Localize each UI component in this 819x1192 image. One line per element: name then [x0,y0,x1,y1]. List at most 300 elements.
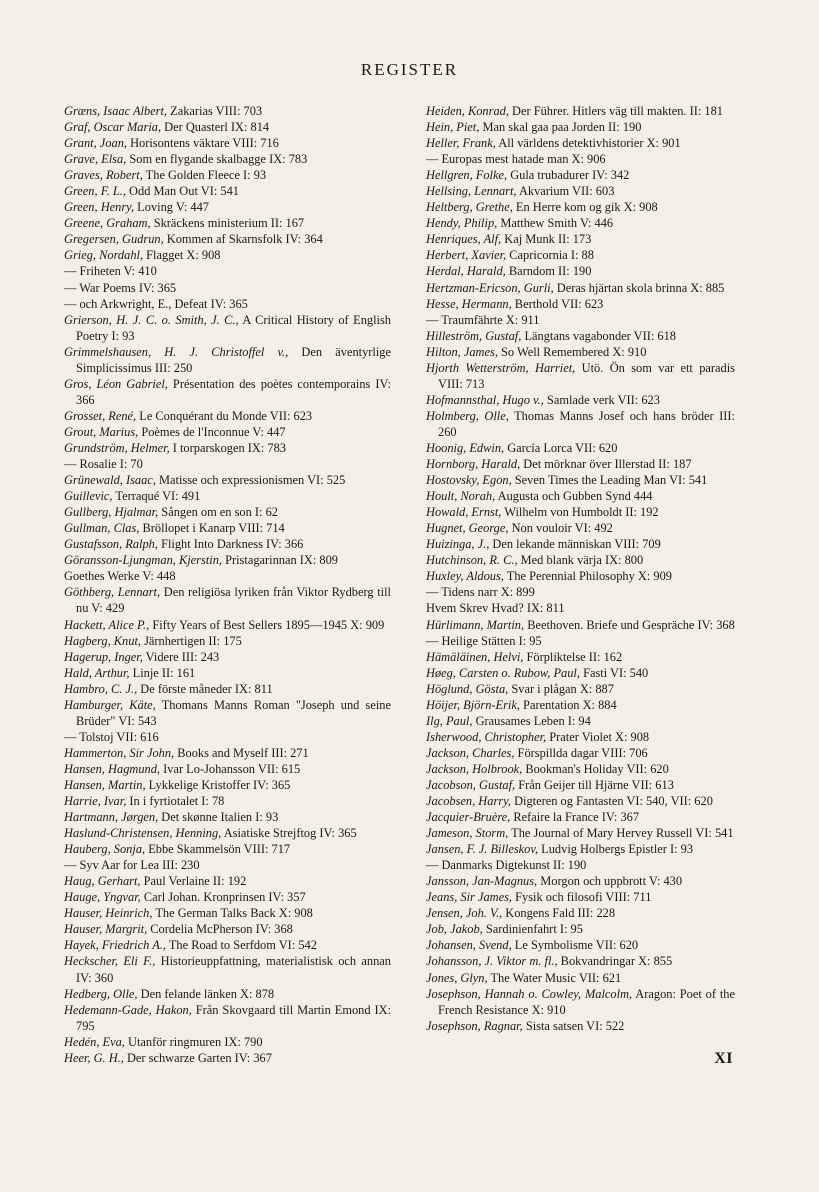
index-entry [64,263,391,279]
entry-title: Kommen af Skarnsfolk IV: 364 [163,232,323,247]
entry-title: Présentation des poètes contemporains IV: 366 [76,376,391,407]
index-entry [64,1034,391,1050]
entry-title: Cordelia McPherson IV: 368 [147,922,293,937]
index-entry [426,488,735,504]
entry-title: Svar i plågan X: 887 [508,681,614,696]
index-entry [64,841,391,857]
entry-title: Parentation X: 884 [519,697,617,712]
entry-author: Höijer, Björn-Erik, [426,697,520,712]
index-entry [426,905,735,921]
entry-author: Johansen, Svend, [426,938,512,953]
entry-title: Horisontens väktare VIII: 716 [126,136,279,151]
index-entry [426,344,735,360]
entry-title: Järnhertigen II: 175 [140,633,242,648]
entry-author: Greene, Graham, [64,216,151,231]
entry-author: Grieg, Nordahl, [64,248,144,263]
entry-title: Flagget X: 908 [143,248,221,263]
entry-author: Heer, G. H., [64,1050,124,1065]
entry-title: Den äventyrlige Simplicissimus III: 250 [76,344,391,375]
entry-author: Isherwood, Christopher, [426,729,547,744]
index-entry [426,360,735,392]
entry-title: Längtans vagabonder VII: 618 [521,328,676,343]
entry-title: Capricornia I: 88 [506,248,594,263]
entry-author: Grimmelshausen, H. J. Christoffel v., [64,344,289,359]
index-entry [426,633,735,649]
entry-title: The Road to Serfdom VI: 542 [165,938,317,953]
entry-author: Johansson, J. Viktor m. fl., [426,954,558,969]
entry-author: Hjorth Wetterström, Harriet, [426,360,576,375]
entry-author: Jacobsen, Harry, [426,794,511,809]
entry-title: The Perennial Philosophy X: 909 [503,569,672,584]
index-entry [64,520,391,536]
index-entry [426,199,735,215]
entry-author: Hedén, Eva, [64,1034,125,1049]
index-entry [64,825,391,841]
entry-author: Jackson, Holbrook, [426,761,523,776]
index-entry [64,199,391,215]
entry-title: Linje II: 161 [129,665,196,680]
entry-author: Heckscher, Eli F., [64,954,156,969]
entry-author: Hamburger, Käte, [64,697,156,712]
entry-title: Wilhelm von Humboldt II: 192 [501,505,659,520]
entry-title: The German Talks Back X: 908 [152,906,313,921]
entry-author: Howald, Ernst, [426,505,502,520]
index-entry [426,103,735,119]
index-entry [64,697,391,729]
entry-author: Harrie, Ivar, [64,794,127,809]
entry-author: Job, Jakob, [426,922,483,937]
entry-title: Kaj Munk II: 173 [501,232,592,247]
index-entry [426,809,735,825]
entry-title: The Water Music VII: 621 [487,970,622,985]
entry-author: Grünewald, Isaac, [64,473,156,488]
entry-title: Refaire la France IV: 367 [510,810,640,825]
entry-title: Le Symbolisme VII: 620 [511,938,639,953]
entry-title: Bookman's Holiday VII: 620 [522,761,669,776]
entry-title: Den religiösa lyriken från Viktor Rydberg till nu V: 429 [76,585,391,616]
index-entry [64,344,391,376]
index-entry [64,247,391,263]
index-entry [64,1002,391,1034]
index-entry [426,889,735,905]
index-entry [64,167,391,183]
entry-author: Jeans, Sir James, [426,890,513,905]
index-entry [426,440,735,456]
entry-author: Hendy, Philip, [426,216,498,231]
index-entry [64,376,391,408]
entry-title: Lykkelige Kristoffer IV: 365 [145,777,291,792]
entry-author: Hofmannsthal, Hugo v., [426,392,544,407]
entry-title: Prater Violet X: 908 [546,729,650,744]
index-entry [426,953,735,969]
entry-author: Jansen, F. J. Billeskov, [426,842,539,857]
index-entry [426,135,735,151]
index-entry [426,681,735,697]
index-entry [426,119,735,135]
index-column-left [64,103,391,1066]
index-entry [64,745,391,761]
entry-author: Holmberg, Olle, [426,408,509,423]
entry-title: Som en flygande skalbagge IX: 783 [126,152,308,167]
entry-author: Jacquier-Bruère, [426,810,511,825]
index-entry [426,183,735,199]
index-entry [64,472,391,488]
entry-author: Hauberg, Sonja, [64,842,146,857]
entry-title: Sista satsen VI: 522 [522,1018,625,1033]
index-entry [64,729,391,745]
index-entry [426,745,735,761]
index-entry [426,665,735,681]
index-entry [426,296,735,312]
entry-title: Utanför ringmuren IX: 790 [124,1034,263,1049]
entry-author: Grant, Joan, [64,136,127,151]
entry-author: Jones, Glyn, [426,970,488,985]
index-entry [64,584,391,616]
entry-author: Hedemann-Gade, Hakon, [64,1002,192,1017]
index-entry [426,552,735,568]
entry-author: Hagerup, Inger, [64,649,143,664]
entry-title: Grausames Leben I: 94 [472,713,591,728]
entry-title: Bokvandringar X: 855 [557,954,673,969]
index-entry [64,424,391,440]
index-entry [64,536,391,552]
entry-title: Beethoven. Briefe und Gespräche IV: 368 [524,617,735,632]
index-entry [64,761,391,777]
index-entry [64,777,391,793]
entry-author: Ilg, Paul, [426,713,473,728]
entry-author: Jansson, Jan-Magnus, [426,874,538,889]
index-entry [426,280,735,296]
entry-title: Der schwarze Garten IV: 367 [123,1050,272,1065]
entry-title: Videre III: 243 [142,649,220,664]
entry-title: — Heilige Stätten I: 95 [426,633,542,648]
entry-author: Hansen, Hagmund, [64,761,161,776]
entry-author: Hambro, C. J., [64,681,138,696]
entry-author: Græns, Isaac Albert, [64,104,168,118]
entry-title: Historieuppfattning, materialistisk och annan IV: 360 [76,954,391,985]
entry-title: Seven Times the Leading Man VI: 541 [511,473,708,488]
entry-title: Bröllopet i Kanarp VIII: 714 [139,521,285,536]
index-entry [64,552,391,568]
index-entry [426,713,735,729]
entry-author: Hilton, James, [426,344,498,359]
entry-author: Josephson, Ragnar, [426,1018,523,1033]
entry-author: Hoonig, Edwin, [426,440,505,455]
entry-title: Från Skovgaard till Martin Emond IX: 795 [76,1002,392,1033]
entry-author: Hayek, Friedrich A., [64,938,166,953]
entry-title: Loving V: 447 [134,200,209,215]
entry-title: Odd Man Out VI: 541 [125,184,239,199]
entry-author: Höglund, Gösta, [426,681,509,696]
entry-title: Sången om en son I: 62 [158,505,278,520]
entry-title: Kongens Fald III: 228 [502,906,616,921]
entry-title: — Rosalie I: 70 [64,457,143,472]
index-entry [64,665,391,681]
index-entry [426,600,735,616]
entry-title: So Well Remembered X: 910 [497,344,647,359]
entry-author: Jacobson, Gustaf, [426,777,516,792]
entry-author: Hilleström, Gustaf, [426,328,522,343]
entry-title: Förspillda dagar VIII: 706 [514,745,648,760]
entry-author: Göthberg, Lennart, [64,585,161,600]
entry-author: Hauser, Margrit, [64,922,148,937]
index-entry [426,841,735,857]
entry-title: Thomans Manns Roman "Joseph und seine Brüder" VI: 543 [76,697,391,728]
entry-title: De förste måneder IX: 811 [137,681,273,696]
entry-title: A Critical History of English Poetry I: 93 [76,312,391,343]
index-entry [426,231,735,247]
entry-title: Books and Myself III: 271 [174,745,309,760]
index-entry [64,215,391,231]
index-entry [426,408,735,440]
entry-title: — och Arkwright, E., Defeat IV: 365 [64,296,248,311]
entry-title: Gula trubadurer IV: 342 [507,168,630,183]
index-entry [426,729,735,745]
entry-title: Hvem Skrev Hvad? IX: 811 [426,601,565,616]
entry-title: — Danmarks Digtekunst II: 190 [426,858,587,873]
entry-title: Ivar Lo-Johansson VII: 615 [160,761,301,776]
index-entry [64,408,391,424]
index-entry [426,472,735,488]
entry-title: Matisse och expressionismen VI: 525 [155,473,346,488]
entry-title: Ludvig Holbergs Epistler I: 93 [538,842,694,857]
entry-title: Poèmes de l'Inconnue V: 447 [138,424,286,439]
entry-title: Der Quasterl IX: 814 [161,120,270,135]
entry-author: Herdal, Harald, [426,264,506,279]
entry-title: Sardinienfahrt I: 95 [482,922,583,937]
index-entry [64,231,391,247]
entry-title: Fifty Years of Best Sellers 1895—1945 X: 909 [149,617,385,632]
entry-title: — Syv Aar for Lea III: 230 [64,858,200,873]
index-entry [426,167,735,183]
page-number: XI [714,1050,733,1067]
entry-author: Göransson-Ljungman, Kjerstin, [64,553,222,568]
entry-title: — Europas mest hatade man X: 906 [426,152,606,167]
entry-author: Hesse, Hermann, [426,296,512,311]
entry-title: Det mörknar över Illerstad II: 187 [520,457,692,472]
index-entry [64,1050,391,1066]
index-entry [64,488,391,504]
entry-author: Hellsing, Lennart, [426,184,517,199]
entry-author: Hellgren, Folke, [426,168,508,183]
entry-author: Jensen, Joh. V., [426,906,503,921]
index-entry [426,568,735,584]
index-entry [426,392,735,408]
index-entry [426,520,735,536]
index-entry [426,151,735,167]
entry-author: Grierson, H. J. C. o. Smith, J. C., [64,312,239,327]
entry-author: Hämäläinen, Helvi, [426,649,524,664]
index-entry [64,568,391,584]
entry-title: — Tolstoj VII: 616 [64,729,159,744]
entry-title: Med blank värja IX: 800 [517,553,644,568]
entry-title: — Friheten V: 410 [64,264,157,279]
entry-title: Man skal gaa paa Jorden II: 190 [479,120,642,135]
index-entry [426,873,735,889]
entry-author: Hürlimann, Martin, [426,617,525,632]
entry-title: Zakarias VIII: 703 [167,104,263,118]
entry-title: — Traumfährte X: 911 [426,312,540,327]
entry-title: Aragon: Poet of the French Resistance X: 910 [438,986,735,1017]
entry-author: Hein, Piet, [426,120,480,135]
entry-title: Non vouloir VI: 492 [508,521,613,536]
index-entry [64,953,391,985]
index-entry [64,986,391,1002]
entry-author: Hansen, Martin, [64,777,146,792]
index-entry [426,986,735,1018]
entry-title: Goethes Werke V: 448 [64,569,176,584]
entry-author: Hagberg, Knut, [64,633,141,648]
index-entry [426,921,735,937]
entry-author: Hammerton, Sir John, [64,745,175,760]
index-entry [426,937,735,953]
entry-title: Från Geijer till Hjärne VII: 613 [515,777,674,792]
entry-title: Matthew Smith V: 446 [497,216,614,231]
entry-author: Høeg, Carsten o. Rubow, Paul, [426,665,580,680]
entry-title: Pristagarinnan IX: 809 [222,553,338,568]
entry-author: Heiden, Konrad, [426,104,509,118]
entry-title: All världens detektivhistorier X: 901 [495,136,681,151]
entry-author: Huizinga, J., [426,537,490,552]
entry-title: Flight Into Darkness IV: 366 [157,537,304,552]
entry-author: Hauge, Yngvar, [64,890,141,905]
entry-author: Graf, Oscar Maria, [64,120,162,135]
entry-title: Der Führer. Hitlers väg till makten. II: 181 [508,104,723,118]
entry-title: In i fyrtiotalet I: 78 [126,794,225,809]
entry-title: Berthold VII: 623 [511,296,604,311]
entry-author: Huxley, Aldous, [426,569,504,584]
entry-author: Hostovsky, Egon, [426,473,512,488]
entry-author: Heltberg, Grethe, [426,200,513,215]
entry-author: Hackett, Alice P., [64,617,150,632]
entry-author: Hutchinson, R. C., [426,553,518,568]
index-entry [426,825,735,841]
entry-title: Utö. Ön som var ett paradis VIII: 713 [438,360,735,391]
index-entry [64,809,391,825]
entry-title: En Herre kom og gik X: 908 [512,200,658,215]
index-entry [426,697,735,713]
index-entry [426,536,735,552]
entry-author: Henriques, Alf, [426,232,502,247]
index-entry [426,970,735,986]
page-title: REGISTER [360,60,459,79]
index-entry [426,312,735,328]
entry-author: Gullberg, Hjalmar, [64,505,159,520]
entry-author: Guillevic, [64,489,113,504]
index-entry [426,649,735,665]
index-entry [64,873,391,889]
entry-title: Augusta och Gubben Synd 444 [495,489,653,504]
entry-author: Grundström, Helmer, [64,440,170,455]
entry-title: Digteren og Fantasten VI: 540, VII: 620 [511,794,713,809]
index-entry [426,1018,735,1034]
entry-title: Barndom II: 190 [505,264,592,279]
entry-author: Hornborg, Harald, [426,457,521,472]
index-column-right [426,103,735,1034]
index-entry [426,328,735,344]
index-entry [64,937,391,953]
entry-title: Carl Johan. Kronprinsen IV: 357 [140,890,306,905]
entry-author: Gros, Léon Gabriel, [64,376,168,391]
index-entry [64,183,391,199]
entry-title: Den felande länken X: 878 [137,986,275,1001]
entry-author: Herbert, Xavier, [426,248,507,263]
entry-title: The Journal of Mary Hervey Russell VI: 541 [508,826,734,841]
index-entry [426,247,735,263]
entry-title: Ebbe Skammelsön VIII: 717 [145,842,291,857]
index-entry [64,151,391,167]
entry-author: Grave, Elsa, [64,152,127,167]
entry-author: Hertzman-Ericson, Gurli, [426,280,554,295]
entry-author: Haslund-Christensen, Henning, [64,826,222,841]
index-entry [64,103,391,119]
entry-title: Fasti VI: 540 [579,665,649,680]
entry-title: Samlade verk VII: 623 [543,392,660,407]
index-entry [426,263,735,279]
index-entry [64,456,391,472]
entry-title: Morgon och uppbrott V: 430 [537,874,683,889]
entry-title: Asiatiske Strejftog IV: 365 [221,826,357,841]
entry-author: Haug, Gerhart, [64,874,141,889]
index-entry [64,617,391,633]
index-entry [64,312,391,344]
index-entry [426,456,735,472]
entry-title: García Lorca VII: 620 [504,440,618,455]
index-entry [426,584,735,600]
index-entry [64,681,391,697]
entry-author: Grout, Marius, [64,424,139,439]
entry-title: I torparskogen IX: 783 [169,440,286,455]
index-entry [64,440,391,456]
index-entry [426,761,735,777]
entry-title: The Golden Fleece I: 93 [142,168,267,183]
entry-title: — Tidens narr X: 899 [426,585,535,600]
entry-author: Green, Henry, [64,200,135,215]
index-entry [64,504,391,520]
index-entry [426,793,735,809]
entry-author: Gullman, Clas, [64,521,140,536]
index-entry [426,777,735,793]
index-entry [64,296,391,312]
entry-title: Deras hjärtan skola brinna X: 885 [553,280,725,295]
index-entry [64,857,391,873]
entry-title: Förpliktelse II: 162 [523,649,623,664]
entry-title: Paul Verlaine II: 192 [140,874,247,889]
entry-title: Akvarium VII: 603 [516,184,615,199]
entry-author: Hugnet, George, [426,521,509,536]
index-entry [426,215,735,231]
index-entry [64,905,391,921]
entry-author: Gregersen, Gudrun, [64,232,164,247]
index-entry [64,793,391,809]
index-entry [64,889,391,905]
index-entry [64,135,391,151]
entry-author: Jameson, Storm, [426,826,509,841]
index-entry [64,119,391,135]
entry-author: Hauser, Heinrich, [64,906,153,921]
entry-title: Le Conquérant du Monde VII: 623 [136,408,313,423]
index-entry [426,617,735,633]
entry-author: Josephson, Hannah o. Cowley, Malcolm, [426,986,633,1001]
entry-title: Terraqué VI: 491 [112,489,201,504]
entry-title: — War Poems IV: 365 [64,280,177,295]
entry-author: Heller, Frank, [426,136,496,151]
entry-title: Thomas Manns Josef och hans bröder III: 260 [438,408,735,439]
entry-author: Graves, Robert, [64,168,143,183]
entry-author: Green, F. L., [64,184,126,199]
entry-author: Hald, Arthur, [64,665,130,680]
entry-title: Det skønne Italien I: 93 [158,810,279,825]
